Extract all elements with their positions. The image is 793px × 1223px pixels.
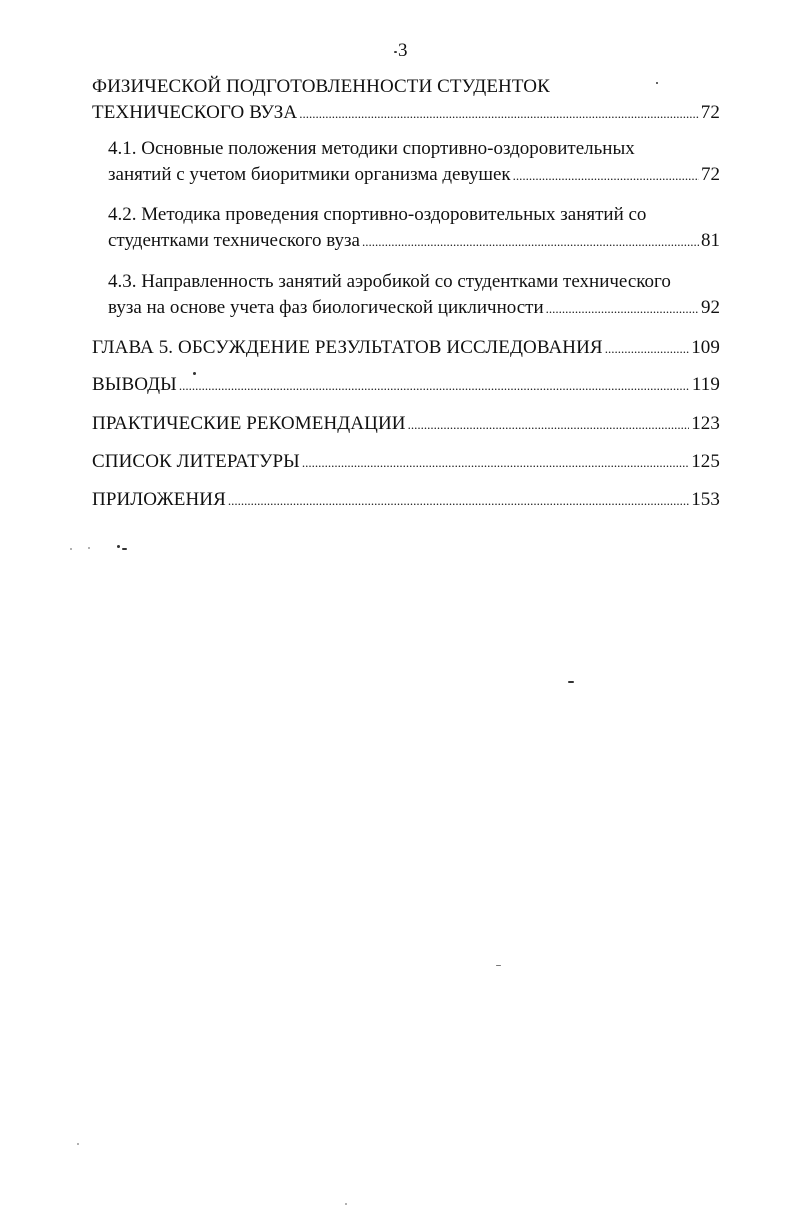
toc-page-number: 72: [701, 164, 720, 185]
toc-entry-title: СПИСОК ЛИТЕРАТУРЫ: [92, 451, 300, 472]
scan-speck: [122, 548, 127, 550]
scan-speck: [193, 372, 196, 375]
toc-page-number: 92: [701, 297, 720, 318]
toc-entry-title: ВЫВОДЫ: [92, 374, 177, 395]
toc-page-number: 125: [691, 451, 720, 472]
dot-leader: [513, 163, 699, 189]
toc-entry-title-line: ФИЗИЧЕСКОЙ ПОДГОТОВЛЕННОСТИ СТУДЕНТОК: [92, 76, 550, 97]
toc-entry-section-4-3[interactable]: [92, 269, 720, 322]
scan-speck: [394, 51, 397, 53]
toc-entry-title: ПРАКТИЧЕСКИЕ РЕКОМЕНДАЦИИ: [92, 413, 406, 434]
toc-page-number: 119: [691, 374, 720, 395]
scan-speck: [345, 1203, 347, 1205]
toc-entry-title-line: ТЕХНИЧЕСКОГО ВУЗА: [92, 102, 298, 123]
toc-entry-title-line: 4.1. Основные положения методики спортивно-оздоровительных: [108, 138, 635, 159]
toc-entry-section-4-2[interactable]: [92, 202, 720, 255]
toc-entry-title: ПРИЛОЖЕНИЯ: [92, 489, 226, 510]
dot-leader: [228, 488, 689, 514]
toc-entry-title-line: студентками технического вуза: [108, 230, 360, 251]
scan-speck: [568, 681, 574, 683]
page-number: 3: [398, 40, 408, 61]
toc-entry-chapter-5[interactable]: [92, 335, 720, 362]
toc-entry-practical-recommendations[interactable]: [92, 411, 720, 438]
table-of-contents: [92, 74, 720, 514]
toc-entry-appendices[interactable]: [92, 487, 720, 514]
toc-entry-title-line: вуза на основе учета фаз биологической цикличности: [108, 297, 544, 318]
toc-page-number: 72: [700, 102, 720, 123]
scan-speck: [88, 547, 90, 549]
toc-entry-literature[interactable]: [92, 449, 720, 476]
toc-entry-title-line: занятий с учетом биоритмики организма девушек: [108, 164, 511, 185]
toc-entry-title-line: 4.2. Методика проведения спортивно-оздоровительных занятий со: [108, 204, 647, 225]
dot-leader: [605, 336, 689, 362]
dot-leader: [546, 296, 699, 322]
toc-page-number: 81: [701, 230, 720, 251]
dot-leader: [299, 101, 699, 127]
scan-speck: [496, 965, 501, 966]
toc-page-number: 109: [691, 337, 720, 358]
toc-page-number: 123: [691, 413, 720, 434]
dot-leader: [302, 450, 689, 476]
toc-entry-title-line: 4.3. Направленность занятий аэробикой со студентками технического: [108, 271, 671, 292]
scan-speck: [117, 545, 120, 548]
scan-speck: [70, 548, 72, 550]
toc-page-number: 153: [691, 489, 720, 510]
dot-leader: [362, 229, 699, 255]
scan-speck: [656, 82, 658, 84]
dot-leader: [408, 412, 690, 438]
toc-entry-chapter-4[interactable]: [92, 74, 720, 127]
toc-entry-title: ГЛАВА 5. ОБСУЖДЕНИЕ РЕЗУЛЬТАТОВ ИССЛЕДОВАНИЯ: [92, 337, 603, 358]
dot-leader: [179, 373, 690, 399]
toc-entry-section-4-1[interactable]: [92, 136, 720, 189]
toc-entry-conclusions[interactable]: [92, 372, 720, 399]
scan-speck: [77, 1143, 79, 1145]
